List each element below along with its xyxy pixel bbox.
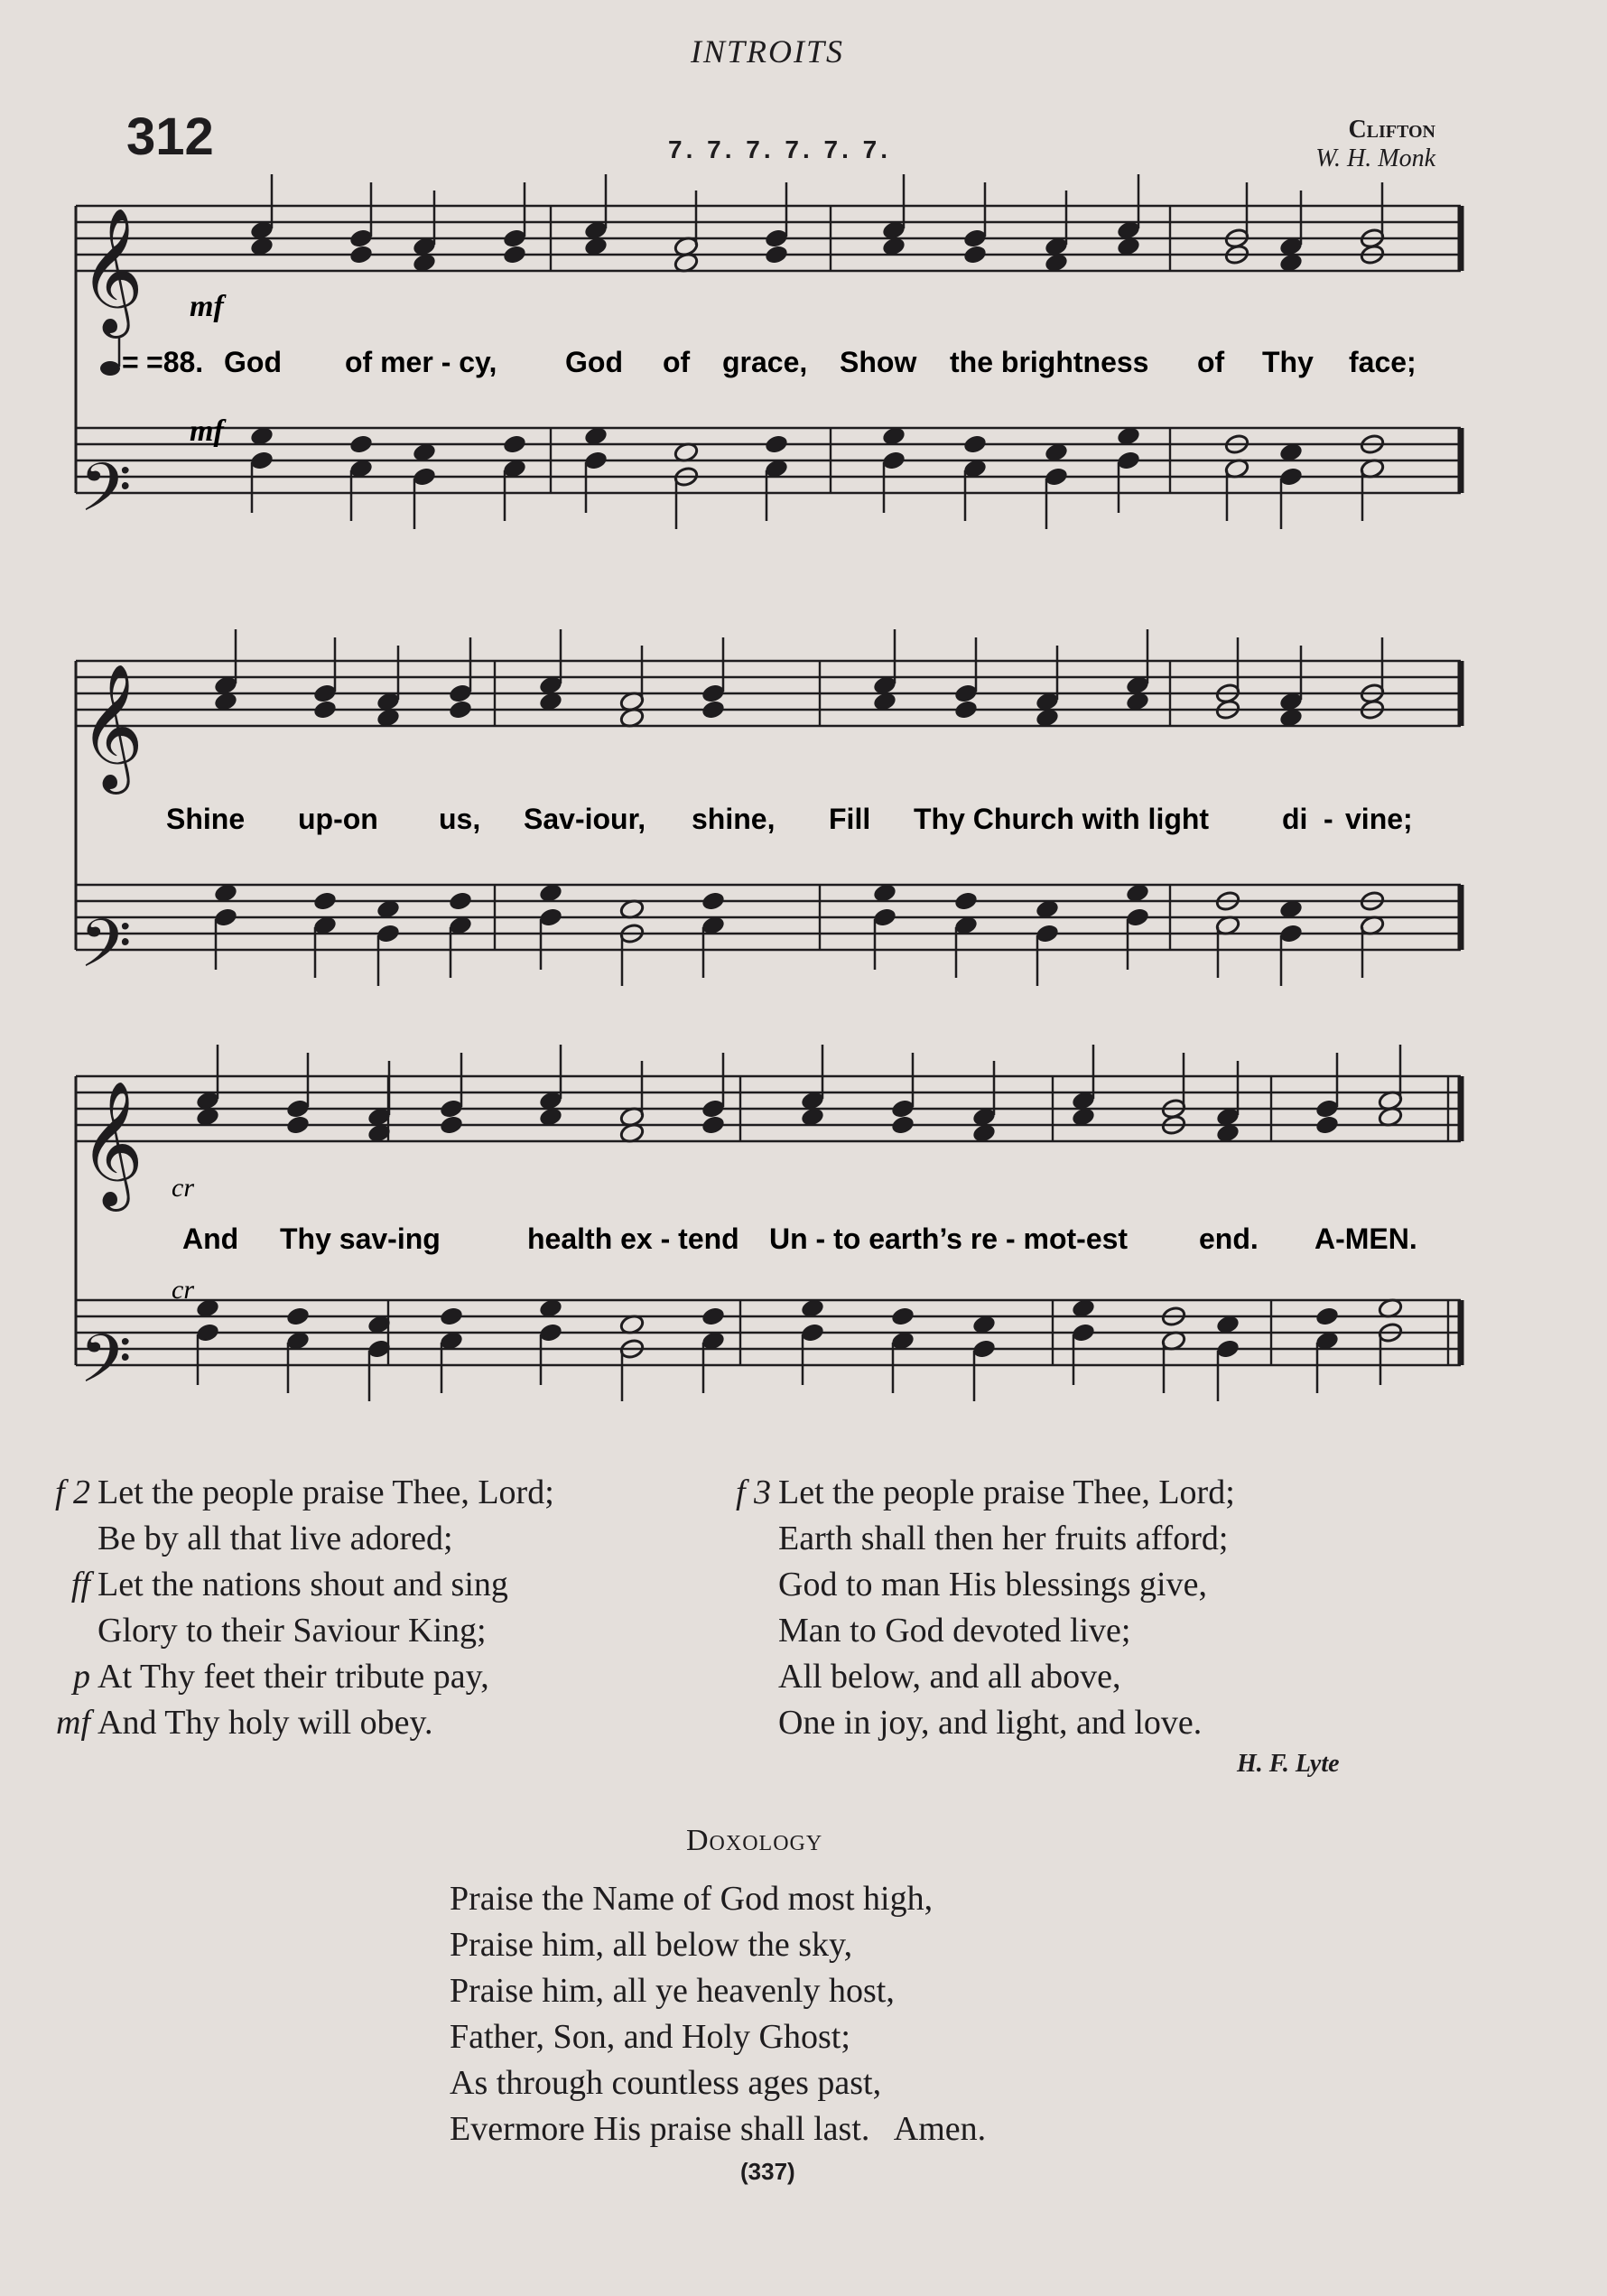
- page-number: (337): [740, 2158, 795, 2185]
- verse-mark: f 3: [735, 1473, 771, 1511]
- note-head: [348, 433, 374, 455]
- lyrics-line-1: [224, 346, 1417, 378]
- note-head: [701, 1306, 726, 1327]
- note-head: [348, 244, 374, 265]
- verse-mark: ff: [70, 1566, 90, 1603]
- verse-mark: p: [73, 1658, 90, 1696]
- lyric-syllable: Thy Church with light: [914, 803, 1210, 835]
- doxology-line: Praise him, all ye heavenly host,: [450, 1972, 895, 2010]
- lyric-syllable: grace,: [722, 346, 808, 378]
- verse-mark: f 2: [54, 1473, 90, 1511]
- doxology-line: Praise him, all below the sky,: [450, 1926, 853, 1964]
- verse-mark: [18, 1608, 98, 1654]
- note-head: [764, 433, 789, 455]
- dynamic-mark: mf: [190, 414, 224, 448]
- note-head: [890, 1114, 915, 1136]
- verse-text: Let the nations shout and sing: [98, 1566, 508, 1603]
- section-header: INTROITS: [690, 33, 845, 70]
- note-head: [448, 699, 473, 720]
- svg-text:=: =: [122, 346, 139, 378]
- note-head: [1314, 1114, 1340, 1136]
- lyric-syllable: us,: [439, 803, 481, 835]
- verse-mark: [18, 1516, 98, 1562]
- verse-line: [18, 1700, 554, 1746]
- verse-text: Let the people praise Thee, Lord;: [778, 1473, 1235, 1511]
- dynamic-mark: cr: [172, 1275, 194, 1305]
- composer: W. H. Monk: [1315, 144, 1435, 172]
- lyric-syllable: Un - to earth’s re - mot-est: [769, 1222, 1129, 1255]
- verse-text: And Thy holy will obey.: [98, 1704, 433, 1742]
- note-head: [285, 1306, 311, 1327]
- note-head: [1314, 1306, 1340, 1327]
- verse-2: [18, 1470, 554, 1746]
- verse-mark: [699, 1654, 778, 1700]
- note-head: [439, 1114, 464, 1136]
- dynamic-mark: cr: [172, 1173, 194, 1203]
- lyric-syllable: And: [182, 1222, 239, 1255]
- meter: 7. 7. 7. 7. 7. 7.: [668, 135, 892, 163]
- verse-line: [18, 1608, 554, 1654]
- lyric-syllable: God: [565, 346, 623, 378]
- lyric-syllable: di: [1282, 803, 1308, 835]
- lyric-syllable: of: [663, 346, 691, 378]
- note-head: [439, 1306, 464, 1327]
- verse-line: [18, 1562, 554, 1608]
- verse-text: At Thy feet their tribute pay,: [98, 1658, 489, 1696]
- tempo-mark: [100, 336, 139, 378]
- staff-lines: [76, 206, 1461, 1365]
- note-head: [890, 1306, 915, 1327]
- verse-line: [699, 1562, 1235, 1608]
- note-head: [701, 890, 726, 912]
- lyric-syllable: of mer - cy,: [345, 346, 497, 378]
- lyric-syllable: Fill: [829, 803, 871, 835]
- note-head: [962, 433, 988, 455]
- svg-text:𝄞: 𝄞: [79, 210, 144, 330]
- doxology-text: [450, 1876, 986, 2152]
- verse-text: Let the people praise Thee, Lord;: [98, 1473, 554, 1511]
- verse-mark: mf: [56, 1704, 90, 1742]
- verse-line: [699, 1654, 1235, 1700]
- text-author: H. F. Lyte: [1237, 1750, 1340, 1778]
- verse-3: [699, 1470, 1235, 1746]
- lyric-syllable: end.: [1199, 1222, 1259, 1255]
- svg-text:𝄢: 𝄢: [79, 452, 132, 542]
- verse-mark: [699, 1562, 778, 1608]
- lyric-syllable: shine,: [692, 803, 776, 835]
- lyric-syllable: up-on: [298, 803, 378, 835]
- doxology-line: Evermore His praise shall last. Amen.: [450, 2110, 987, 2148]
- doxology-title: Doxology: [686, 1824, 823, 1857]
- verse-line: [18, 1654, 554, 1700]
- lyric-syllable: Thy: [1262, 346, 1314, 378]
- note-head: [312, 890, 338, 912]
- doxology-line: Father, Son, and Holy Ghost;: [450, 2018, 850, 2056]
- verse-text: One in joy, and light, and love.: [778, 1704, 1203, 1742]
- lyric-syllable: vine;: [1345, 803, 1413, 835]
- svg-text:𝄞: 𝄞: [79, 666, 144, 786]
- lyric-syllable: God: [224, 346, 282, 378]
- doxology-line: As through countless ages past,: [450, 2064, 882, 2102]
- lyric-syllable: of: [1197, 346, 1225, 378]
- lyric-syllable: A-MEN.: [1314, 1222, 1417, 1255]
- note-head: [502, 433, 527, 455]
- lyric-syllable: Thy sav-ing: [280, 1222, 441, 1255]
- note-head: [285, 1114, 311, 1136]
- note-head: [764, 244, 789, 265]
- note-head: [502, 244, 527, 265]
- tempo-value: =88.: [146, 346, 204, 378]
- verse-text: Earth shall then her fruits afford;: [778, 1520, 1229, 1557]
- note-head: [701, 1114, 726, 1136]
- clef-signs: [79, 209, 144, 1413]
- verse-line: [699, 1700, 1235, 1746]
- note-head: [962, 244, 988, 265]
- verse-line: [699, 1608, 1235, 1654]
- verse-line: [18, 1470, 554, 1516]
- lyrics-line-3: [182, 1222, 1417, 1255]
- doxology-line: Praise the Name of God most high,: [450, 1880, 934, 1918]
- svg-text:𝄢: 𝄢: [79, 1324, 132, 1413]
- svg-text:𝄢: 𝄢: [79, 908, 132, 998]
- verse-line: [699, 1470, 1235, 1516]
- verse-text: Be by all that live adored;: [98, 1520, 453, 1557]
- lyric-syllable: health ex - tend: [527, 1222, 739, 1255]
- verse-mark: [699, 1700, 778, 1746]
- verse-text: Man to God devoted live;: [778, 1612, 1131, 1650]
- verse-line: [18, 1516, 554, 1562]
- lyric-syllable: -: [1324, 803, 1333, 835]
- lyrics-line-2: [166, 803, 1413, 835]
- hymn-number: 312: [126, 107, 214, 166]
- lyric-syllable: the brightness: [950, 346, 1149, 378]
- verse-line: [699, 1516, 1235, 1562]
- lyric-syllable: Sav-iour,: [524, 803, 646, 835]
- verse-mark: [699, 1516, 778, 1562]
- note-head: [953, 890, 979, 912]
- verse-mark: [699, 1608, 778, 1654]
- svg-text:𝄞: 𝄞: [79, 1083, 144, 1204]
- note-head: [953, 699, 979, 720]
- dynamic-mark: mf: [190, 290, 224, 323]
- verse-text: God to man His blessings give,: [778, 1566, 1207, 1603]
- lyric-syllable: Show: [840, 346, 917, 378]
- verse-text: All below, and all above,: [778, 1658, 1121, 1696]
- verse-text: Glory to their Saviour King;: [98, 1612, 487, 1650]
- note-head: [701, 699, 726, 720]
- note-head: [448, 890, 473, 912]
- lyric-syllable: face;: [1349, 346, 1417, 378]
- note-head: [312, 699, 338, 720]
- lyric-syllable: Shine: [166, 803, 246, 835]
- tune-name: Clifton: [1348, 116, 1435, 144]
